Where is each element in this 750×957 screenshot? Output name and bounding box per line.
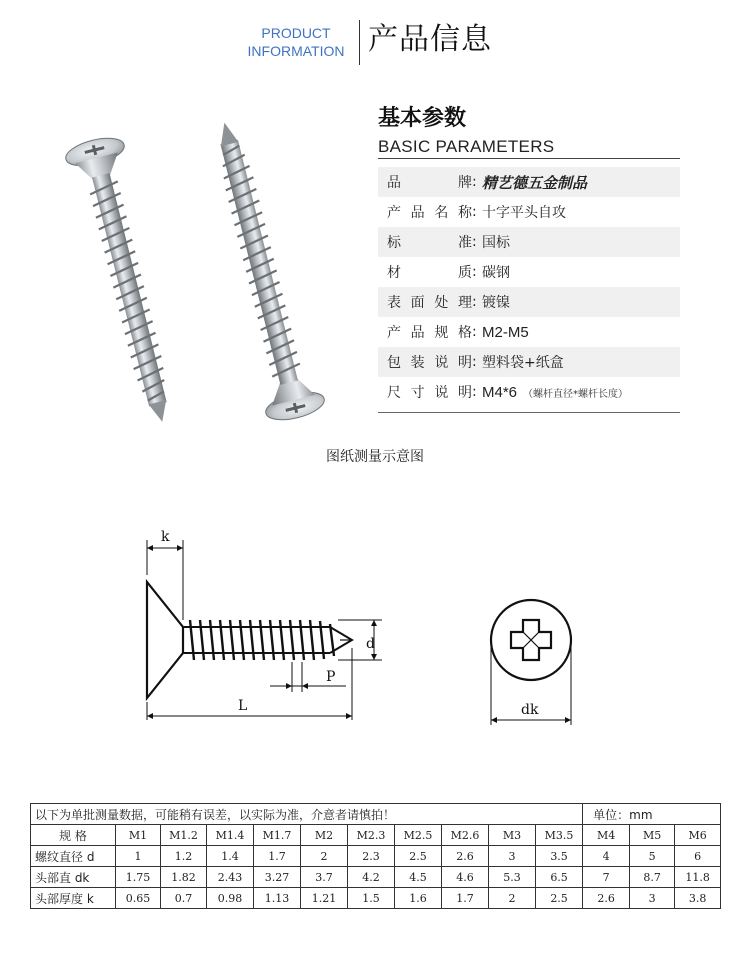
params-bottom-rule: [378, 412, 680, 413]
table-header-cell: M2.3: [348, 825, 395, 846]
table-unit: 单位：mm: [583, 804, 721, 825]
table-cell: 3: [489, 846, 536, 867]
table-cell: 2.3: [348, 846, 395, 867]
table-cell: 2.6: [442, 846, 489, 867]
table-header-row: [31, 825, 721, 846]
param-value: 碳钢: [482, 265, 510, 281]
table-cell: 3.27: [254, 867, 301, 888]
screw-technical-drawing: [120, 520, 590, 735]
table-row-label: 螺纹直径 d: [31, 846, 116, 867]
table-cell: 0.7: [161, 888, 207, 909]
table-header-cell: M1: [116, 825, 161, 846]
param-label: 产品规格: [387, 325, 472, 341]
table-cell: 0.65: [116, 888, 161, 909]
table-header-cell: M1.7: [254, 825, 301, 846]
table-cell: 6.5: [536, 867, 583, 888]
table-header-cell: M3: [489, 825, 536, 846]
table-cell: 1.75: [116, 867, 161, 888]
params-list: [378, 167, 680, 407]
table-cell: 1.13: [254, 888, 301, 909]
table-cell: 4.6: [442, 867, 489, 888]
table-cell: 1.4: [207, 846, 254, 867]
table-row-label: 头部直 dk: [31, 867, 116, 888]
param-row-brand: 品牌 : 精艺德五金制品: [378, 167, 680, 197]
spec-table: [30, 803, 721, 909]
param-row-spec: 产品规格 : M2-M5: [378, 317, 680, 347]
table-row: [31, 867, 721, 888]
param-label: 表面处理: [387, 295, 472, 311]
table-row-label: 头部厚度 k: [31, 888, 116, 909]
params-top-rule: [378, 158, 680, 159]
table-cell: 3: [630, 888, 675, 909]
table-header-cell: M2.6: [442, 825, 489, 846]
table-cell: 1.7: [442, 888, 489, 909]
header-en-line2: INFORMATION: [247, 43, 345, 59]
table-cell: 1.21: [301, 888, 348, 909]
table-header-label: 规 格: [31, 825, 116, 846]
param-label: 包装说明: [387, 355, 472, 371]
param-note: （螺杆直径*螺杆长度）: [523, 388, 629, 400]
table-cell: 7: [583, 867, 630, 888]
table-header-cell: M2.5: [395, 825, 442, 846]
table-cell: 2: [301, 846, 348, 867]
dim-label-k: k: [161, 529, 170, 545]
table-cell: 5: [630, 846, 675, 867]
param-value: 国标: [482, 235, 510, 251]
table-cell: 8.7: [630, 867, 675, 888]
header-en-line1: PRODUCT: [261, 25, 331, 41]
param-row-size: 尺寸说明 : M4*6 （螺杆直径*螺杆长度）: [378, 377, 680, 407]
dim-label-d: d: [366, 636, 375, 652]
table-cell: 5.3: [489, 867, 536, 888]
header-chinese-title: 产品信息: [368, 22, 492, 57]
table-cell: 1.82: [161, 867, 207, 888]
dim-label-l: L: [238, 698, 248, 714]
table-cell: 3.8: [675, 888, 721, 909]
param-row-product-name: 产品名称 : 十字平头自攻: [378, 197, 680, 227]
table-cell: 2.43: [207, 867, 254, 888]
param-value: 十字平头自攻: [482, 205, 566, 221]
header-english-title: [236, 24, 356, 60]
table-notice: 以下为单批测量数据，可能稍有误差，以实际为准，介意者请慎拍！: [31, 804, 583, 825]
param-row-material: 材质 : 碳钢: [378, 257, 680, 287]
table-cell: 1.5: [348, 888, 395, 909]
param-value: M4*6: [482, 383, 518, 401]
params-subtitle: BASIC PARAMETERS: [378, 137, 555, 156]
table-cell: 11.8: [675, 867, 721, 888]
table-row: [31, 846, 721, 867]
header-divider: [359, 20, 360, 65]
table-row: [31, 888, 721, 909]
table-cell: 2: [489, 888, 536, 909]
table-header-cell: M5: [630, 825, 675, 846]
table-cell: 2.6: [583, 888, 630, 909]
param-row-surface: 表面处理 : 镀镍: [378, 287, 680, 317]
dim-label-dk: dk: [521, 702, 539, 718]
drawing-caption: 图纸测量示意图: [326, 449, 424, 465]
table-cell: 4.5: [395, 867, 442, 888]
param-value: 精艺德五金制品: [482, 173, 588, 192]
table-header-cell: M1.4: [207, 825, 254, 846]
param-row-packaging: 包装说明 : 塑料袋+纸盒: [378, 347, 680, 377]
table-cell: 3.7: [301, 867, 348, 888]
table-cell: 1.6: [395, 888, 442, 909]
table-notice-row: [31, 804, 721, 825]
table-cell: 6: [675, 846, 721, 867]
param-label: 尺寸说明: [387, 385, 472, 401]
dim-label-p: P: [326, 669, 336, 685]
table-header-cell: M6: [675, 825, 721, 846]
param-label: 标准: [387, 235, 472, 251]
param-value: 塑料袋+纸盒: [482, 355, 564, 371]
param-label: 产品名称: [387, 205, 472, 221]
table-header-cell: M3.5: [536, 825, 583, 846]
param-label: 材质: [387, 265, 472, 281]
table-cell: 3.5: [536, 846, 583, 867]
table-header-cell: M1.2: [161, 825, 207, 846]
table-cell: 1.2: [161, 846, 207, 867]
table-cell: 0.98: [207, 888, 254, 909]
table-cell: 1: [116, 846, 161, 867]
table-header-cell: M4: [583, 825, 630, 846]
screw-product-image: [55, 108, 355, 458]
table-cell: 2.5: [395, 846, 442, 867]
table-cell: 4: [583, 846, 630, 867]
param-label: 品牌: [387, 175, 472, 191]
param-value: M2-M5: [482, 323, 529, 341]
table-cell: 2.5: [536, 888, 583, 909]
params-title: 基本参数: [378, 106, 467, 131]
table-header-cell: M2: [301, 825, 348, 846]
param-value: 镀镍: [482, 295, 510, 311]
table-cell: 4.2: [348, 867, 395, 888]
table-cell: 1.7: [254, 846, 301, 867]
param-row-standard: 标准 : 国标: [378, 227, 680, 257]
